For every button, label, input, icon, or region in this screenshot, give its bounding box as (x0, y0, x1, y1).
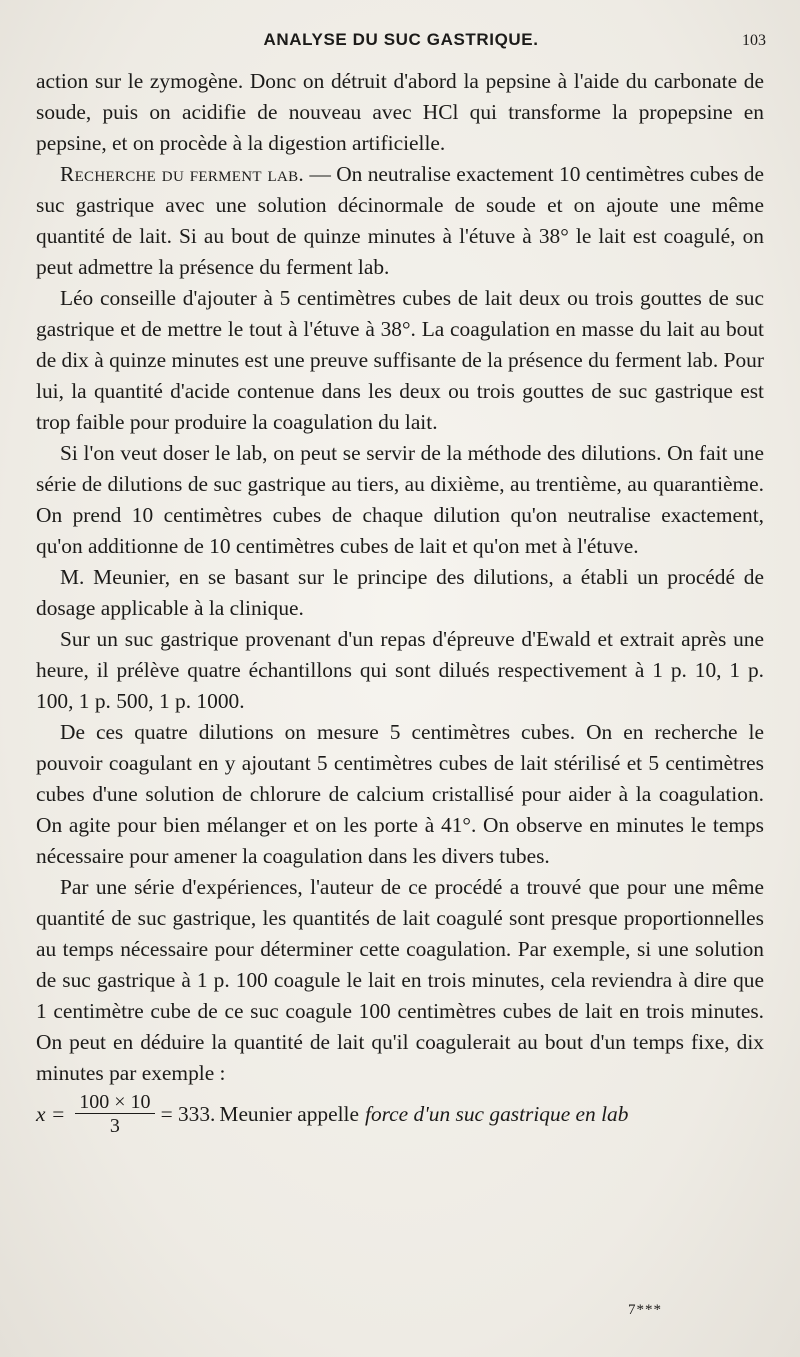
formula-numerator: 100 × 10 (75, 1091, 154, 1114)
paragraph (36, 624, 764, 717)
signature-mark: 7*** (628, 1302, 662, 1318)
paragraph (36, 438, 764, 562)
formula-trailing-text: Meunier appelle (219, 1101, 359, 1126)
paragraph (36, 872, 764, 1089)
paragraph-text: Par une série d'expériences, l'auteur de ce procédé a trouvé que pour une même quantité de suc gastrique, les quantités de lait coagulé sont presque proportionnelles au temps nécessaire pour déterminer cette coagulation. Par exemple, si une solution de suc gastrique à 1 p. 100 coagule le lait en trois minutes, cela reviendra à dire que 1 centimètre cube de ce suc coagule 100 centimètres cubes de lait en trois minutes. On peut en déduire la quantité de lait qu'il coagulerait au bout d'un temps fixe, dix minutes par exemple : (36, 875, 764, 1085)
section-heading: Recherche du ferment lab. (60, 162, 305, 186)
formula-result: = 333. (160, 1101, 216, 1126)
formula-italic-term: force d'un suc gastrique en lab (365, 1101, 629, 1126)
paragraph-text: — On neutralise exactement 10 centimètres cubes de suc gastrique avec une solution décinormale de soude et on ajoute une même quantité de lait. Si au bout de quinze minutes à l'étuve à 38° le lait est coagulé, on peut admettre la présence du ferment lab. (36, 162, 764, 279)
body-text (36, 66, 764, 1137)
paragraph (36, 283, 764, 438)
running-title: ANALYSE DU SUC GASTRIQUE. (263, 30, 539, 49)
paragraph-text: Si l'on veut doser le lab, on peut se servir de la méthode des dilutions. On fait une série de dilutions de suc gastrique au tiers, au dixième, au trentième, au quarantième. On prend 10 centimètres cubes de chaque dilution qu'on neutralise exactement, qu'on additionne de 10 centimètres cubes de lait et qu'on met à l'étuve. (36, 441, 764, 558)
paragraph-text: action sur le zymogène. Donc on détruit d'abord la pepsine à l'aide du carbonate de soude, puis on acidifie de nouveau avec HCl qui transforme la propepsine en pepsine, et on procède à la digestion artificielle. (36, 69, 764, 155)
paragraph-text: Sur un suc gastrique provenant d'un repas d'épreuve d'Ewald et extrait après une heure, il prélève quatre échantillons qui sont dilués respectivement à 1 p. 10, 1 p. 100, 1 p. 500, 1 p. 1000. (36, 627, 764, 713)
formula-fraction (75, 1091, 154, 1137)
paragraph-text: M. Meunier, en se basant sur le principe des dilutions, a établi un procédé de dosage applicable à la clinique. (36, 565, 764, 620)
formula-denominator: 3 (109, 1115, 120, 1137)
page-number: 103 (742, 32, 766, 49)
paragraph-text: De ces quatre dilutions on mesure 5 centimètres cubes. On en recherche le pouvoir coagulant en y ajoutant 5 centimètres cubes de lait stérilisé et 5 centimètres cubes d'une solution de chlorure de calcium cristallisé pour aider à la coagulation. On agite pour bien mélanger et on les porte à 41°. On observe en minutes le temps nécessaire pour amener la coagulation dans les divers tubes. (36, 720, 764, 868)
formula-lhs: x = (36, 1101, 66, 1126)
paragraph (36, 159, 764, 283)
formula-line (36, 1091, 764, 1137)
paragraph (36, 562, 764, 624)
paragraph (36, 717, 764, 872)
paragraph-text: Léo conseille d'ajouter à 5 centimètres cubes de lait deux ou trois gouttes de suc gastrique et de mettre le tout à l'étuve à 38°. La coagulation en masse du lait au bout de dix à quinze minutes est une preuve suffisante de la présence du ferment lab. Pour lui, la quantité d'acide contenue dans les deux ou trois gouttes de suc gastrique est trop faible pour produire la coagulation du lait. (36, 286, 764, 434)
paragraph (36, 66, 764, 159)
page-header (36, 30, 766, 56)
